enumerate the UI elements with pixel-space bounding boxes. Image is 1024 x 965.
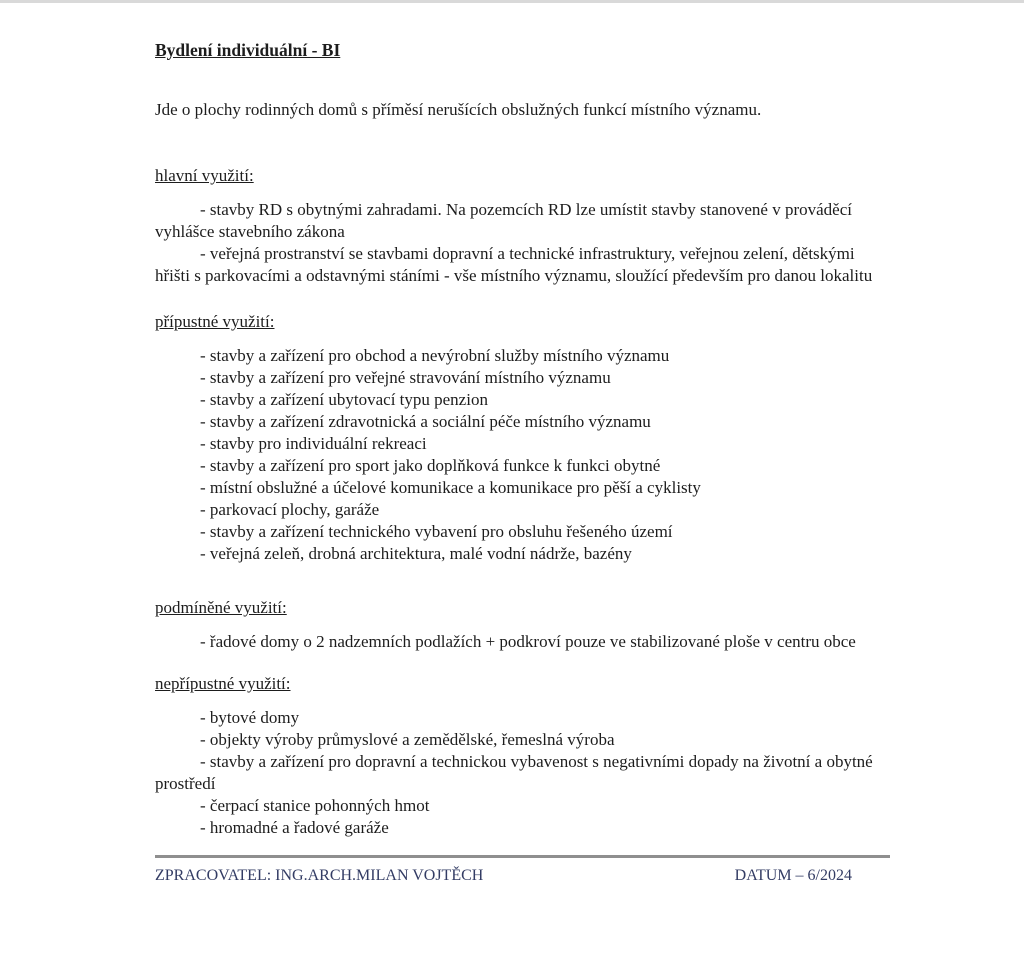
list-item: - parkovací plochy, garáže: [200, 500, 380, 519]
list-item: - veřejná prostranství se stavbami dopravní a technické infrastruktury, veřejnou zelení, dětskými hřišti s parkovacími a odstavnými stáními - vše místního významu, sloužící především pro danou lokalitu: [155, 244, 873, 285]
section-hlavni-vyuziti: [155, 165, 874, 287]
list-item: - objekty výroby průmyslové a zemědělské, řemeslná výroba: [200, 730, 615, 749]
document-page: [0, 3, 1024, 965]
intro-paragraph: Jde o plochy rodinných domů s příměsí nerušících obslužných funkcí místního významu.: [155, 100, 762, 119]
list-item: - stavby a zařízení ubytovací typu penzion: [200, 390, 488, 409]
list-item: - stavby a zařízení pro dopravní a technickou vybavenost s negativními dopady na životní a obytné prostředí: [155, 752, 873, 793]
page-footer: [155, 855, 890, 887]
list-item: - stavby a zařízení technického vybavení pro obsluhu řešeného území: [200, 522, 673, 541]
section-heading-pripustne-vyuziti: přípustné využití:: [155, 312, 275, 331]
list-item: - stavby pro individuální rekreaci: [200, 434, 427, 453]
list-item: - stavby a zařízení pro veřejné stravování místního významu: [200, 368, 611, 387]
list-item: - stavby a zařízení zdravotnická a sociální péče místního významu: [200, 412, 651, 431]
list-item: - hromadné a řadové garáže: [200, 818, 389, 837]
section-heading-nepripustne-vyuziti: nepřípustné využití:: [155, 674, 291, 693]
section-heading-hlavni-vyuziti: hlavní využití:: [155, 166, 254, 185]
footer-author: ZPRACOVATEL: ING.ARCH.MILAN VOJTĚCH: [155, 867, 484, 884]
list-item: - místní obslužné a účelové komunikace a komunikace pro pěší a cyklisty: [200, 478, 701, 497]
section-podminene-vyuziti: [155, 597, 874, 653]
section-heading-podminene-vyuziti: podmíněné využití:: [155, 598, 287, 617]
list-item: - veřejná zeleň, drobná architektura, malé vodní nádrže, bazény: [200, 544, 632, 563]
page-title: Bydlení individuální - BI: [155, 40, 341, 60]
list-item: - bytové domy: [200, 708, 300, 727]
list-item: - řadové domy o 2 nadzemních podlažích + podkroví pouze ve stabilizované ploše v centru obce: [200, 632, 856, 651]
list-item: - čerpací stanice pohonných hmot: [200, 796, 430, 815]
list-item: - stavby a zařízení pro sport jako doplňková funkce k funkci obytné: [200, 456, 661, 475]
footer-date: DATUM – 6/2024: [734, 867, 852, 884]
list-item: - stavby a zařízení pro obchod a nevýrobní služby místního významu: [200, 346, 670, 365]
section-pripustne-vyuziti: [155, 311, 874, 565]
section-nepripustne-vyuziti: [155, 673, 874, 839]
list-item: - stavby RD s obytnými zahradami. Na pozemcích RD lze umístit stavby stanovené v prováděcí vyhlášce stavebního zákona: [155, 200, 852, 241]
